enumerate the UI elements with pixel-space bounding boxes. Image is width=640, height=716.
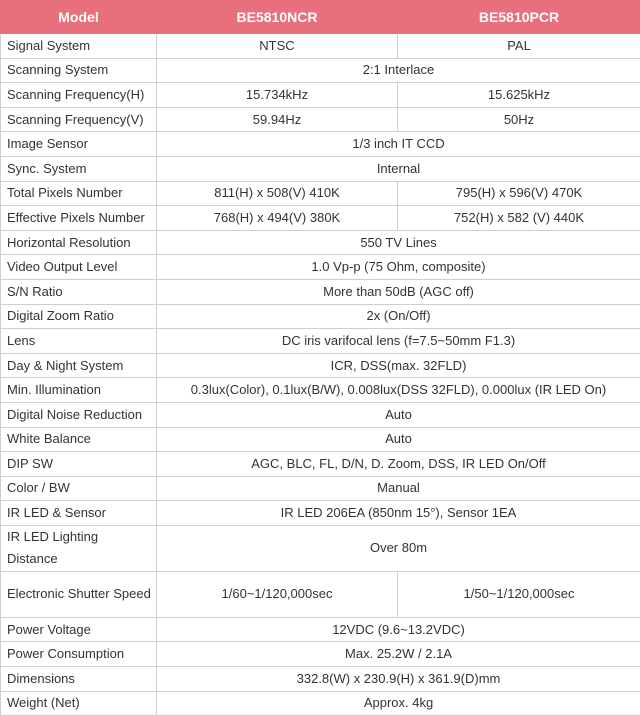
row-label: Signal System	[1, 34, 157, 59]
value-shared: IR LED 206EA (850nm 15°), Sensor 1EA	[157, 501, 640, 526]
header-row	[1, 1, 640, 34]
row-label: Lens	[1, 329, 157, 354]
row-label: Dimensions	[1, 667, 157, 692]
row-label: Color / BW	[1, 476, 157, 501]
row-white-balance	[1, 427, 640, 452]
value-shared: 332.8(W) x 230.9(H) x 361.9(D)mm	[157, 667, 640, 692]
row-power-voltage	[1, 617, 640, 642]
value-shared: Internal	[157, 156, 640, 181]
row-effective-pixels	[1, 206, 640, 231]
row-label: Scanning Frequency(V)	[1, 107, 157, 132]
value-shared: Over 80m	[157, 525, 640, 571]
value-pcr: PAL	[398, 34, 640, 59]
value-shared: AGC, BLC, FL, D/N, D. Zoom, DSS, IR LED On/Off	[157, 452, 640, 477]
row-label: White Balance	[1, 427, 157, 452]
value-shared: DC iris varifocal lens (f=7.5~50mm F1.3)	[157, 329, 640, 354]
row-label: Image Sensor	[1, 132, 157, 157]
row-label: Digital Noise Reduction	[1, 402, 157, 427]
row-weight-net	[1, 691, 640, 716]
value-shared: More than 50dB (AGC off)	[157, 279, 640, 304]
value-shared: Max. 25.2W / 2.1A	[157, 642, 640, 667]
row-label: Sync. System	[1, 156, 157, 181]
value-pcr: 795(H) x 596(V) 470K	[398, 181, 640, 206]
row-label: Scanning Frequency(H)	[1, 83, 157, 108]
value-pcr: 15.625kHz	[398, 83, 640, 108]
row-label: Digital Zoom Ratio	[1, 304, 157, 329]
value-shared: 550 TV Lines	[157, 230, 640, 255]
row-label: IR LED & Sensor	[1, 501, 157, 526]
value-ncr: 1/60~1/120,000sec	[157, 571, 398, 617]
header-model-ncr: BE5810NCR	[157, 1, 398, 34]
row-label: Power Voltage	[1, 617, 157, 642]
value-ncr: NTSC	[157, 34, 398, 59]
row-label: Horizontal Resolution	[1, 230, 157, 255]
row-color-bw	[1, 476, 640, 501]
row-label: IR LED Lighting Distance	[1, 525, 157, 571]
row-label: Electronic Shutter Speed	[1, 571, 157, 617]
row-day-night-system	[1, 353, 640, 378]
row-sync-system	[1, 156, 640, 181]
row-label: Weight (Net)	[1, 691, 157, 716]
value-ncr: 59.94Hz	[157, 107, 398, 132]
value-pcr: 1/50~1/120,000sec	[398, 571, 640, 617]
row-scanning-system	[1, 58, 640, 83]
row-lens	[1, 329, 640, 354]
row-signal-system	[1, 34, 640, 59]
row-electronic-shutter-speed	[1, 571, 640, 617]
row-label: Effective Pixels Number	[1, 206, 157, 231]
value-shared: 12VDC (9.6~13.2VDC)	[157, 617, 640, 642]
row-scanning-frequency-h	[1, 83, 640, 108]
row-ir-led-sensor	[1, 501, 640, 526]
header-model-pcr: BE5810PCR	[398, 1, 640, 34]
row-sn-ratio	[1, 279, 640, 304]
row-dimensions	[1, 667, 640, 692]
value-shared: 1/3 inch IT CCD	[157, 132, 640, 157]
value-ncr: 768(H) x 494(V) 380K	[157, 206, 398, 231]
value-shared: Auto	[157, 427, 640, 452]
row-horizontal-resolution	[1, 230, 640, 255]
row-scanning-frequency-v	[1, 107, 640, 132]
value-shared: 1.0 Vp-p (75 Ohm, composite)	[157, 255, 640, 280]
row-label: S/N Ratio	[1, 279, 157, 304]
header-model: Model	[1, 1, 157, 34]
row-label: Total Pixels Number	[1, 181, 157, 206]
row-label: Video Output Level	[1, 255, 157, 280]
row-label: Day & Night System	[1, 353, 157, 378]
row-ir-led-lighting-distance	[1, 525, 640, 571]
value-shared: Auto	[157, 402, 640, 427]
row-label: Min. Illumination	[1, 378, 157, 403]
row-label: Scanning System	[1, 58, 157, 83]
value-pcr: 752(H) x 582 (V) 440K	[398, 206, 640, 231]
row-power-consumption	[1, 642, 640, 667]
row-label: DIP SW	[1, 452, 157, 477]
row-min-illumination	[1, 378, 640, 403]
value-shared: ICR, DSS(max. 32FLD)	[157, 353, 640, 378]
row-image-sensor	[1, 132, 640, 157]
value-ncr: 811(H) x 508(V) 410K	[157, 181, 398, 206]
value-shared: 2:1 Interlace	[157, 58, 640, 83]
row-digital-noise-reduction	[1, 402, 640, 427]
row-total-pixels	[1, 181, 640, 206]
row-digital-zoom-ratio	[1, 304, 640, 329]
row-video-output-level	[1, 255, 640, 280]
value-pcr: 50Hz	[398, 107, 640, 132]
value-shared: Approx. 4kg	[157, 691, 640, 716]
value-shared: Manual	[157, 476, 640, 501]
value-shared: 0.3lux(Color), 0.1lux(B/W), 0.008lux(DSS 32FLD), 0.000lux (IR LED On)	[157, 378, 640, 403]
row-dip-sw	[1, 452, 640, 477]
value-ncr: 15.734kHz	[157, 83, 398, 108]
value-shared: 2x (On/Off)	[157, 304, 640, 329]
row-label: Power Consumption	[1, 642, 157, 667]
